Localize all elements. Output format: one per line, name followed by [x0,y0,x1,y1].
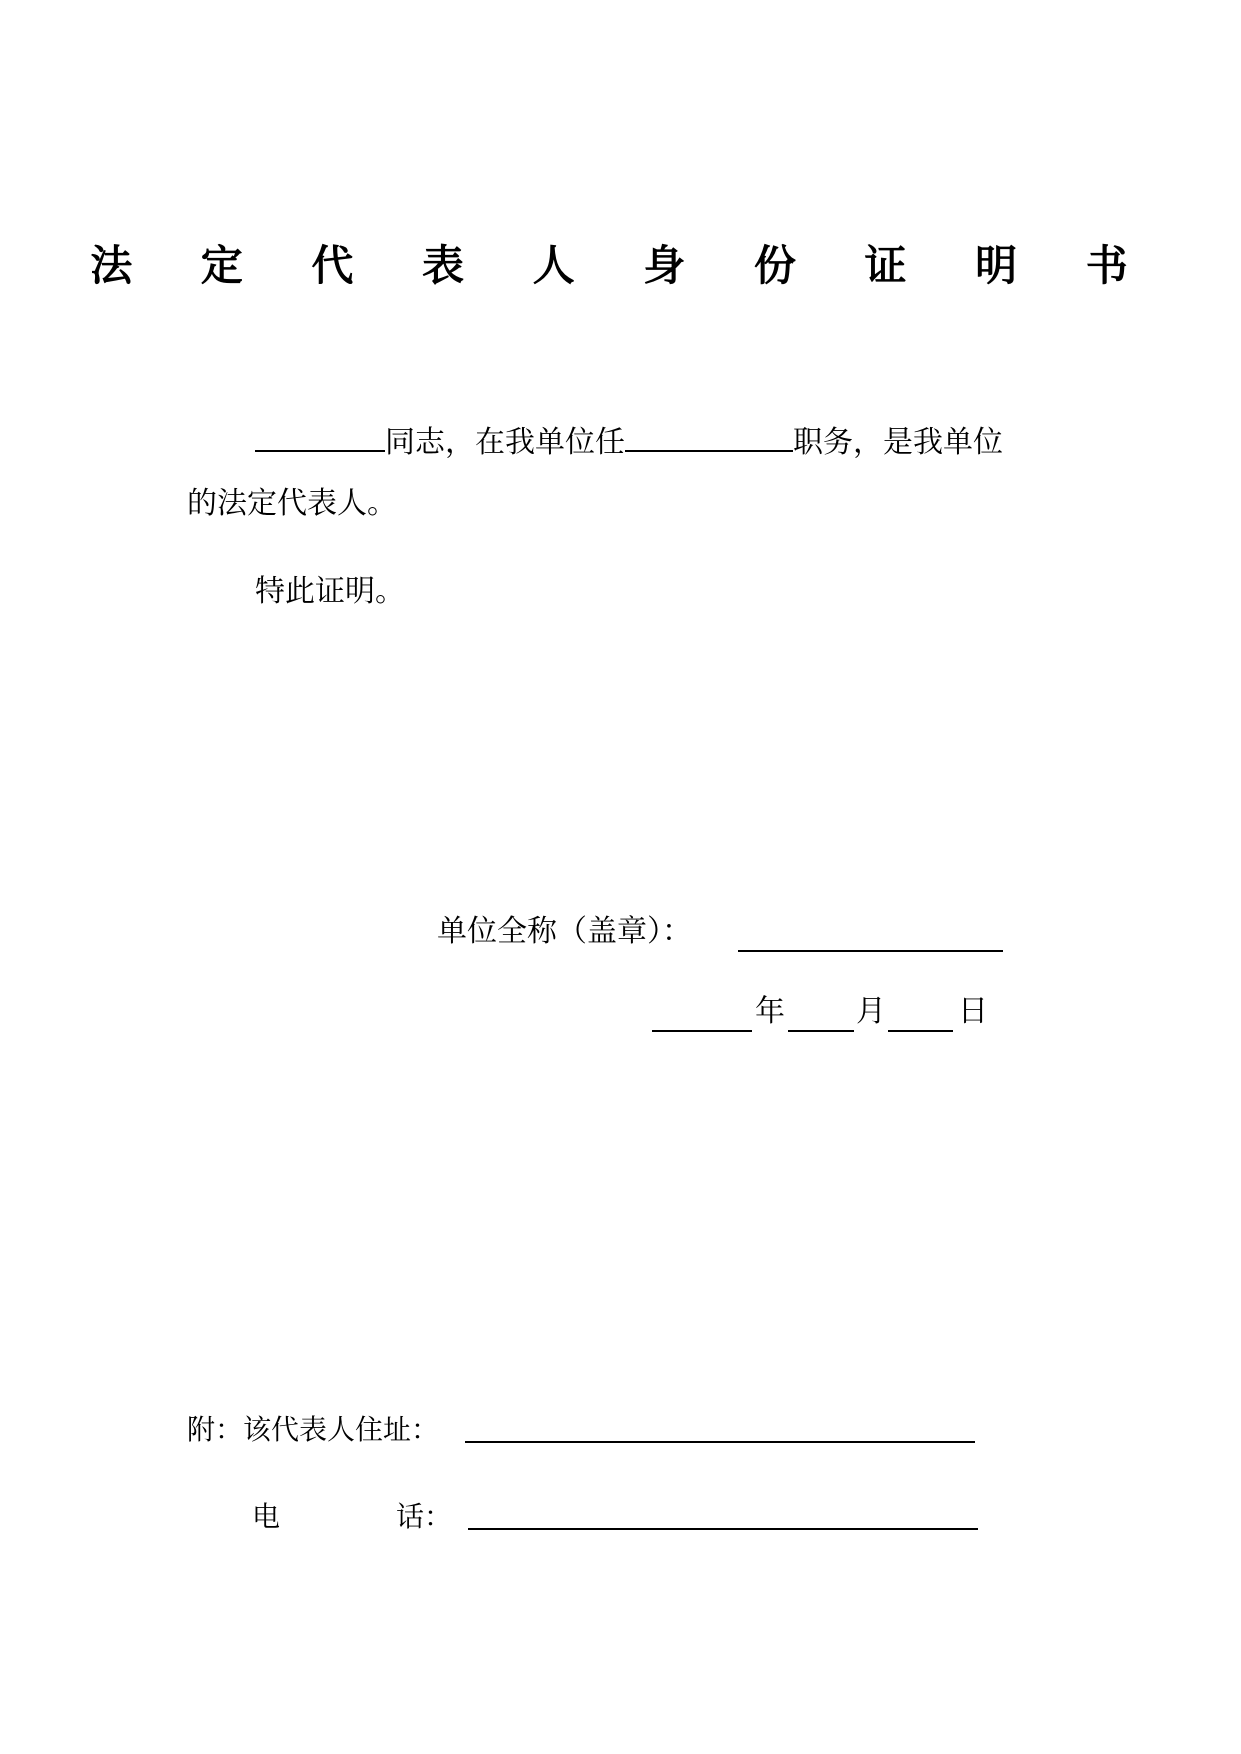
body-text-1a: 同志，在我单位任 [385,425,625,460]
month-label: 月 [856,994,886,1029]
address-blank[interactable] [465,1441,975,1443]
phone-label-char-2: 话： [396,1500,453,1533]
body-line-2: 的法定代表人。 [187,486,397,521]
year-label: 年 [755,994,785,1029]
unit-name-blank[interactable] [738,950,1003,952]
phone-label-char-1: 电 [252,1500,281,1533]
name-blank[interactable] [255,420,385,452]
position-blank[interactable] [625,420,793,452]
day-blank[interactable] [888,1030,953,1032]
phone-blank[interactable] [468,1528,978,1530]
year-blank[interactable] [652,1030,752,1032]
address-label: 附：该代表人住址： [187,1413,440,1446]
body-text-1b: 职务，是我单位 [793,425,1003,460]
month-blank[interactable] [788,1030,854,1032]
unit-name-label: 单位全称（盖章）： [437,914,692,949]
document-title: 法 定 代 表 人 身 份 证 明 书 [90,241,1155,290]
body-line-1 [255,420,1003,463]
body-line-3: 特此证明。 [255,574,405,609]
day-label: 日 [958,994,988,1029]
